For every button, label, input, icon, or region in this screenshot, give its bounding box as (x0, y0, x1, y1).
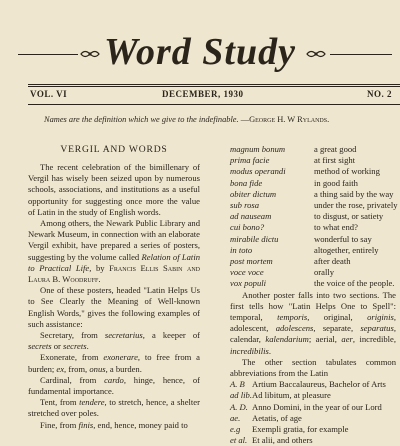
paragraph: Cardinal, from cardo, hinge, hence, of fundamental importance. (28, 374, 200, 397)
phrase-english: a great good (314, 144, 357, 154)
ornament-left-icon (80, 48, 100, 60)
abbreviation-row (230, 390, 396, 401)
phrase-row (230, 211, 396, 222)
phrase-latin: in toto (230, 244, 253, 255)
phrase-english: orally (314, 267, 335, 278)
phrase-row (230, 144, 396, 155)
phrase-latin: magnum bonum (230, 144, 286, 154)
abbreviation: A. D. (230, 401, 248, 412)
epigraph (44, 115, 394, 124)
abbreviation-row (230, 424, 396, 435)
abbreviation-meaning: Aetatis, of age (252, 412, 302, 423)
phrase-row (230, 245, 396, 256)
phrase-latin: ad nauseam (230, 211, 272, 222)
phrase-latin: post mortem (230, 256, 273, 267)
abbreviation: e.g (230, 424, 241, 435)
phrase-english: to disgust, or satiety (314, 211, 384, 222)
phrase-row (230, 256, 396, 267)
issue-info (30, 89, 392, 103)
phrase-latin: vox populi (230, 278, 267, 289)
phrase-list (230, 144, 396, 290)
top-rule (28, 84, 400, 85)
phrase-row (230, 178, 396, 189)
left-column (28, 144, 200, 431)
abbreviation-meaning: Ad libitum, at pleasure (252, 390, 331, 401)
paragraph: One of these posters, headed "Latin Helps Us to See Clearly the Meaning of Well-known English Words," gives the following examples of such assistance: (28, 285, 200, 329)
issue-number: NO. 2 (367, 89, 392, 99)
abbreviation-meaning: Et alii, and others (252, 435, 313, 446)
phrase-row (230, 155, 396, 166)
phrase-english: altogether, entirely (314, 244, 379, 255)
abbreviation: ae. (230, 412, 241, 423)
phrase-english: a thing said by the way (314, 188, 394, 199)
paragraph: Fine, from finis, end, hence, money paid to (40, 419, 188, 430)
masthead-right-rule (330, 54, 392, 55)
phrase-row (230, 278, 396, 289)
issue-date: DECEMBER, 1930 (162, 89, 244, 99)
paragraph: The other section tabulates common abbreviations from the Latin (230, 356, 396, 379)
epigraph-text: Names are the definition which we give to the indefinable. (44, 115, 239, 124)
phrase-latin: prima facie (230, 155, 270, 166)
phrase-row (230, 200, 396, 211)
right-column (230, 144, 396, 446)
volume-label: VOL. VI (30, 89, 68, 99)
phrase-latin: obiter dictum (230, 188, 277, 199)
paragraph: Among others, the Newark Public Library and Newark Museum, in connection with an elaborate Vergil exhibit, have prepared a series of posters, suggesting by the volume called Relation of Latin to Practical Life, by Francis Ellis Sabin and Laura B. Woodruff. (28, 218, 201, 285)
phrase-english: the voice of the people. (314, 278, 395, 289)
epigraph-author: —George H. W Rylands. (240, 115, 330, 124)
phrase-english: wonderful to say (314, 233, 372, 244)
abbreviation-row (230, 413, 396, 424)
phrase-latin: voce voce (230, 267, 264, 278)
abbreviation-meaning: Exempli gratia, for example (252, 424, 349, 435)
phrase-english: in good faith (314, 177, 358, 188)
phrase-row (230, 267, 396, 278)
abbreviation-row (230, 402, 396, 413)
phrase-latin: cui bono? (230, 222, 265, 233)
masthead-left-rule (18, 54, 78, 55)
paragraph: Tent, from tendere, to stretch, hence, a shelter stretched over poles. (28, 397, 200, 419)
ornament-right-icon (306, 48, 326, 60)
abbreviation-list (230, 379, 396, 446)
phrase-row (230, 166, 396, 177)
phrase-english: at first sight (314, 155, 356, 166)
bottom-rule (28, 104, 400, 105)
phrase-latin: bona fide (230, 177, 263, 188)
top-rule-thin (28, 86, 400, 87)
paragraph: The recent celebration of the bimillenary of Vergil has wisely been seized upon by numerous schools, associations, and institutions as a useful opportunity for suggesting once more the value of Latin in the study of English words. (28, 162, 200, 217)
abbreviation: A. B (230, 379, 245, 390)
phrase-row (230, 222, 396, 233)
masthead (0, 14, 400, 74)
abbreviation-meaning: Anno Domini, in the year of our Lord (252, 401, 382, 412)
phrase-latin: mirabile dictu (230, 233, 279, 244)
abbreviation-meaning: Artium Baccalaureus, Bachelor of Arts (252, 379, 386, 390)
phrase-latin: sub rosa (230, 200, 260, 211)
abbreviation-row (230, 435, 396, 446)
paragraph: Another poster falls into two sections. The first tells how "Latin Helps One to Spell": temporal, temporis, original, originis, adolescent, adolescens, separate, separatus, calendar, kalendarium; aerial, aer, incredible, incredibilis. (230, 289, 396, 356)
abbreviation: et al. (230, 435, 248, 446)
masthead-title: Word Study (104, 31, 296, 73)
paragraph: Exonerate, from exonerare, to free from a burden; ex, from, onus, a burden. (28, 352, 200, 374)
phrase-english: method of working (314, 166, 380, 177)
phrase-english: to what end? (314, 222, 358, 233)
phrase-english: after death (314, 256, 351, 267)
phrase-latin: modus operandi (230, 166, 286, 177)
phrase-row (230, 189, 396, 200)
article-title: VERGIL AND WORDS (60, 144, 168, 155)
phrase-english: under the rose, privately (314, 200, 398, 211)
paragraph: Secretary, from secretarius, a keeper of secrets or secrets. (28, 330, 200, 352)
abbreviation-row (230, 379, 396, 390)
phrase-row (230, 234, 396, 245)
abbreviation: ad lib. (230, 390, 252, 401)
